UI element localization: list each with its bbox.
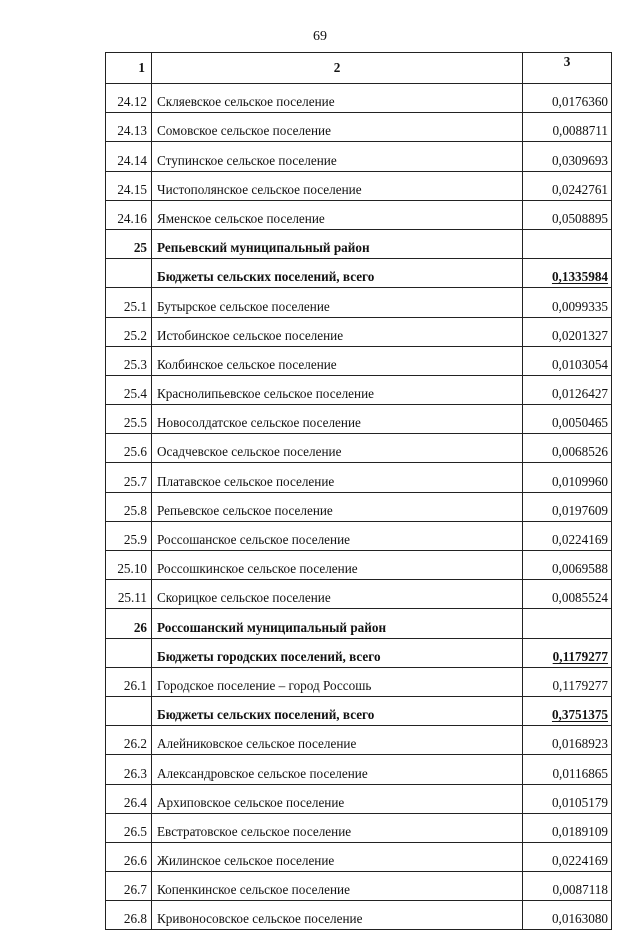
row-value-cell: 0,1179277 — [523, 667, 612, 696]
row-number-cell — [106, 638, 152, 667]
table-row — [106, 113, 612, 142]
table-row — [106, 405, 612, 434]
row-value-cell: 0,0224169 — [523, 842, 612, 871]
row-value-cell: 0,0050465 — [523, 405, 612, 434]
row-name-cell: Алейниковское сельское поселение — [152, 726, 523, 755]
row-value-cell: 0,0085524 — [523, 580, 612, 609]
table-row — [106, 492, 612, 521]
row-number-cell: 26.3 — [106, 755, 152, 784]
row-number-cell: 25.1 — [106, 288, 152, 317]
table-row — [106, 84, 612, 113]
row-number-cell: 24.14 — [106, 142, 152, 171]
table-row — [106, 813, 612, 842]
row-value-cell: 0,0116865 — [523, 755, 612, 784]
table-row — [106, 667, 612, 696]
table-row — [106, 521, 612, 550]
table-row — [106, 171, 612, 200]
row-value-cell: 0,0309693 — [523, 142, 612, 171]
row-name-cell: Александровское сельское поселение — [152, 755, 523, 784]
row-value-cell: 0,1179277 — [523, 638, 612, 667]
row-number-cell: 25.7 — [106, 463, 152, 492]
row-number-cell: 25.8 — [106, 492, 152, 521]
row-value-cell — [523, 609, 612, 638]
table-row — [106, 229, 612, 258]
table-row — [106, 551, 612, 580]
row-value-cell: 0,0068526 — [523, 434, 612, 463]
table-row — [106, 200, 612, 229]
row-number-cell: 25.6 — [106, 434, 152, 463]
row-name-cell: Россошкинское сельское поселение — [152, 551, 523, 580]
row-number-cell: 26.7 — [106, 872, 152, 901]
row-value-cell: 0,0099335 — [523, 288, 612, 317]
row-name-cell: Истобинское сельское поселение — [152, 317, 523, 346]
row-name-cell: Архиповское сельское поселение — [152, 784, 523, 813]
row-name-cell: Скорицкое сельское поселение — [152, 580, 523, 609]
row-number-cell: 24.16 — [106, 200, 152, 229]
page-number: 69 — [313, 29, 327, 44]
column-header-number: 1 — [106, 53, 152, 84]
table-row — [106, 609, 612, 638]
row-name-cell: Копенкинское сельское поселение — [152, 872, 523, 901]
row-name-cell: Новосолдатское сельское поселение — [152, 405, 523, 434]
row-number-cell: 25.4 — [106, 375, 152, 404]
row-value-cell: 0,0201327 — [523, 317, 612, 346]
table-row — [106, 346, 612, 375]
row-value-cell: 0,0105179 — [523, 784, 612, 813]
row-number-cell: 25.10 — [106, 551, 152, 580]
row-value-cell: 0,0224169 — [523, 521, 612, 550]
row-value-cell: 0,0242761 — [523, 171, 612, 200]
row-number-cell — [106, 259, 152, 288]
table-row — [106, 375, 612, 404]
table-row — [106, 755, 612, 784]
row-value-cell — [523, 229, 612, 258]
row-value-cell: 0,0163080 — [523, 901, 612, 930]
row-value-cell: 0,0126427 — [523, 375, 612, 404]
table-row — [106, 726, 612, 755]
table-row — [106, 142, 612, 171]
row-name-cell: Колбинское сельское поселение — [152, 346, 523, 375]
row-value-cell: 0,0189109 — [523, 813, 612, 842]
row-name-cell: Бюджеты сельских поселений, всего — [152, 259, 523, 288]
row-value-cell: 0,3751375 — [523, 696, 612, 725]
row-value-cell: 0,0088711 — [523, 113, 612, 142]
row-name-cell: Платавское сельское поселение — [152, 463, 523, 492]
row-value-cell: 0,0197609 — [523, 492, 612, 521]
column-header-name: 2 — [152, 53, 523, 84]
row-value-cell: 0,1335984 — [523, 259, 612, 288]
row-value-cell: 0,0176360 — [523, 84, 612, 113]
table-row — [106, 434, 612, 463]
table-row — [106, 638, 612, 667]
row-name-cell: Яменское сельское поселение — [152, 200, 523, 229]
table-row — [106, 872, 612, 901]
table-row — [106, 463, 612, 492]
table-body — [106, 84, 612, 930]
row-number-cell: 25 — [106, 229, 152, 258]
row-number-cell: 26.1 — [106, 667, 152, 696]
row-name-cell: Евстратовское сельское поселение — [152, 813, 523, 842]
row-value-cell: 0,0103054 — [523, 346, 612, 375]
row-number-cell: 26 — [106, 609, 152, 638]
row-number-cell: 25.11 — [106, 580, 152, 609]
row-number-cell: 25.5 — [106, 405, 152, 434]
row-name-cell: Бюджеты городских поселений, всего — [152, 638, 523, 667]
table-row — [106, 901, 612, 930]
table-row — [106, 288, 612, 317]
row-value-cell: 0,0109960 — [523, 463, 612, 492]
row-name-cell: Репьевское сельское поселение — [152, 492, 523, 521]
row-name-cell: Бюджеты сельских поселений, всего — [152, 696, 523, 725]
row-name-cell: Городское поселение – город Россошь — [152, 667, 523, 696]
row-name-cell: Жилинское сельское поселение — [152, 842, 523, 871]
table-header-row — [106, 53, 612, 84]
row-name-cell: Репьевский муниципальный район — [152, 229, 523, 258]
row-name-cell: Ступинское сельское поселение — [152, 142, 523, 171]
row-name-cell: Сомовское сельское поселение — [152, 113, 523, 142]
column-header-value: 3 — [523, 53, 612, 84]
row-value-cell: 0,0168923 — [523, 726, 612, 755]
table-row — [106, 317, 612, 346]
table-row — [106, 259, 612, 288]
row-name-cell: Скляевское сельское поселение — [152, 84, 523, 113]
row-number-cell: 25.2 — [106, 317, 152, 346]
table-row — [106, 784, 612, 813]
row-value-cell: 0,0087118 — [523, 872, 612, 901]
row-name-cell: Осадчевское сельское поселение — [152, 434, 523, 463]
row-name-cell: Россошанский муниципальный район — [152, 609, 523, 638]
row-number-cell: 25.3 — [106, 346, 152, 375]
row-number-cell: 24.13 — [106, 113, 152, 142]
table-row — [106, 696, 612, 725]
row-number-cell: 24.15 — [106, 171, 152, 200]
row-value-cell: 0,0069588 — [523, 551, 612, 580]
row-number-cell: 24.12 — [106, 84, 152, 113]
row-number-cell — [106, 696, 152, 725]
row-name-cell: Кривоносовское сельское поселение — [152, 901, 523, 930]
row-name-cell: Россошанское сельское поселение — [152, 521, 523, 550]
budget-share-table — [105, 52, 612, 930]
table-row — [106, 842, 612, 871]
row-name-cell: Чистополянское сельское поселение — [152, 171, 523, 200]
table-row — [106, 580, 612, 609]
row-number-cell: 26.5 — [106, 813, 152, 842]
row-name-cell: Бутырское сельское поселение — [152, 288, 523, 317]
row-number-cell: 26.8 — [106, 901, 152, 930]
row-number-cell: 25.9 — [106, 521, 152, 550]
row-name-cell: Краснолипьевское сельское поселение — [152, 375, 523, 404]
row-number-cell: 26.6 — [106, 842, 152, 871]
row-number-cell: 26.2 — [106, 726, 152, 755]
row-value-cell: 0,0508895 — [523, 200, 612, 229]
row-number-cell: 26.4 — [106, 784, 152, 813]
